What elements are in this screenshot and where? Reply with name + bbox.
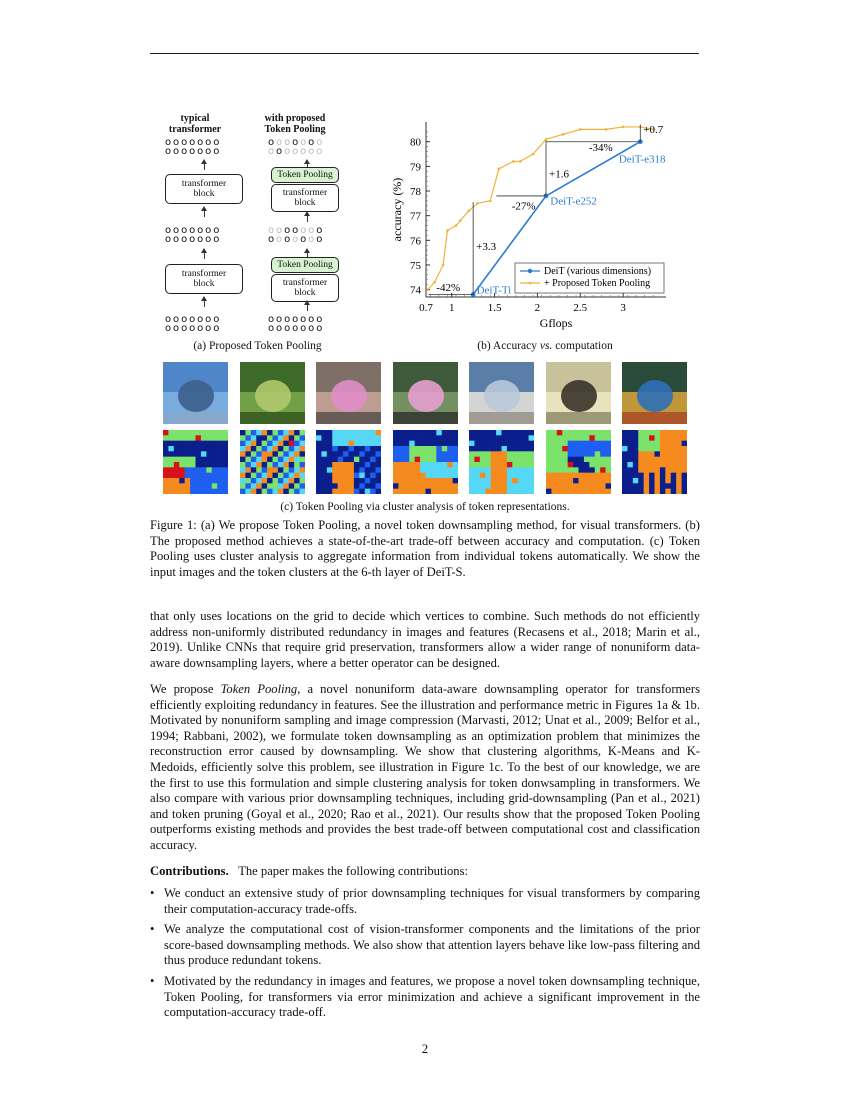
token: o	[284, 323, 293, 334]
token-pooling-point	[476, 202, 479, 205]
gain-label: +3.3	[476, 241, 497, 254]
pooled-token: o	[300, 137, 309, 148]
transformer-block	[165, 264, 243, 294]
cluster-map-girl-in-pink-skirt	[393, 430, 458, 494]
token: o	[213, 234, 222, 245]
token-pooling-point	[498, 168, 501, 171]
transformer-block-label: transformer block	[282, 188, 328, 208]
model-label-deit-e252: DeiT-e252	[550, 195, 597, 208]
token: o	[189, 225, 198, 236]
up-arrow	[204, 251, 205, 259]
p2-after: , a novel nonuniform data-aware downsampling operator for transformers efficiently exploiting redundancy in features. See the illustration and performance metric in Figures 1a & 1b. Motivated by nonuniform sampling and image compression (Marvasti, 2012; Unat et al., 2009; Belfor et al., 1994; Rabbani, 2002), we formulate token downsampling as an optimization problem that minimizes the reconstruction error caused by downsampling. We show that clustering algorithms, K-Means and K-Medoids, efficiently solve this problem, see illustration in Figure 1c. To the best of our knowledge, we are the first to use this formulation and simple clustering analysis for token donwsampling in transformers. We also compare with various prior downsampling techniques, including grid-downsampling (Pan et al., 2021) and token pruning (Goyal et al., 2020; Rao et al., 2021). Our results show that the proposed Token Pooling outperforms existing methods and provides the best trade-off between computational cost and classification accuracy.	[150, 682, 700, 852]
pooled-token: o	[300, 146, 309, 157]
token: o	[300, 323, 309, 334]
input-image-cockatoo	[469, 362, 534, 424]
token-pooling-point	[446, 229, 449, 232]
pooled-token: o	[316, 146, 325, 157]
token: o	[213, 314, 222, 325]
token-pooling-point	[562, 133, 565, 136]
transformer-block-label: transformer block	[282, 278, 328, 298]
page-number: 2	[421, 1042, 429, 1056]
transformer-block	[271, 184, 339, 212]
contributions-heading-line	[150, 864, 700, 880]
token-row	[268, 147, 324, 156]
contributions-heading: Contributions.	[150, 864, 229, 878]
token: o	[268, 323, 277, 334]
figure-caption	[150, 518, 700, 580]
gain-label: +0.7	[643, 124, 664, 137]
x-tick-label: 1	[448, 302, 455, 314]
token-pooling-block	[271, 167, 339, 183]
up-arrow	[204, 162, 205, 170]
token: o	[205, 137, 214, 148]
token: o	[316, 314, 325, 325]
token-row	[268, 235, 324, 244]
panel-c-caption: (c) Token Pooling via cluster analysis of token representations.	[280, 501, 570, 513]
col-title-typical: typical transformer	[168, 113, 222, 135]
token: o	[292, 314, 301, 325]
token-pooling-point	[455, 224, 458, 227]
token-pooling-point	[442, 264, 445, 267]
up-arrow	[307, 214, 308, 222]
pooled-token: o	[268, 225, 277, 236]
saving-label: -42%	[436, 281, 461, 294]
legend-marker	[529, 282, 532, 285]
token: o	[205, 234, 214, 245]
pooled-token: o	[308, 146, 317, 157]
up-arrow	[204, 299, 205, 307]
token: o	[205, 146, 214, 157]
token: o	[173, 314, 182, 325]
token-pooling-label: Token Pooling	[277, 260, 333, 270]
token: o	[181, 323, 190, 334]
token-pooling-point	[459, 219, 462, 222]
token: o	[300, 314, 309, 325]
transformer-block-label: transformer block	[181, 179, 227, 199]
token: o	[292, 225, 301, 236]
list-item: • We conduct an extensive study of prior downsampling techniques for visual transformers by comparing their computation-accuracy trade-offs.	[150, 886, 700, 917]
token: o	[284, 225, 293, 236]
transformer-block-label: transformer block	[181, 269, 227, 289]
token-pooling-point	[622, 126, 625, 129]
pooled-token: o	[316, 137, 325, 148]
token-pooling-point	[512, 160, 515, 163]
cluster-map-parrots	[622, 430, 687, 494]
token: o	[165, 146, 174, 157]
token: o	[181, 314, 190, 325]
col-title-proposed: with proposed Token Pooling	[264, 113, 326, 135]
pooled-token: o	[308, 225, 317, 236]
token-pooling-point	[605, 128, 608, 131]
token: o	[316, 234, 325, 245]
token: o	[205, 314, 214, 325]
input-image-spider	[240, 362, 305, 424]
pooled-token: o	[268, 146, 277, 157]
token: o	[197, 146, 206, 157]
token: o	[268, 314, 277, 325]
figure-panel-b	[388, 112, 708, 342]
input-image-girl-in-pink-skirt	[393, 362, 458, 424]
token: o	[316, 323, 325, 334]
accuracy-chart	[388, 112, 708, 342]
cluster-map-cockatoo	[469, 430, 534, 494]
pooled-token: o	[276, 225, 285, 236]
token-row	[165, 324, 221, 333]
header-rule	[150, 53, 699, 54]
pooled-token: o	[284, 137, 293, 148]
input-image-pink-object-in-hand	[316, 362, 381, 424]
input-image-parrots	[622, 362, 687, 424]
token-pooling-point	[532, 153, 535, 156]
token: o	[268, 137, 277, 148]
token: o	[189, 234, 198, 245]
p2-before: We propose	[150, 682, 221, 696]
token: o	[308, 323, 317, 334]
y-tick-label: 74	[410, 284, 421, 297]
legend-marker	[528, 269, 532, 273]
token-pooling-point	[545, 138, 548, 141]
token-row	[268, 324, 324, 333]
body-paragraph-2	[150, 682, 700, 854]
panel-b-caption: (b) Accuracy vs. computation	[477, 340, 613, 352]
token: o	[197, 234, 206, 245]
p2-emphasis: Token Pooling	[220, 682, 298, 696]
token: o	[292, 323, 301, 334]
y-axis-label: accuracy (%)	[390, 177, 404, 242]
token: o	[213, 225, 222, 236]
token-pooling-point	[579, 128, 582, 131]
gain-label: +1.6	[549, 168, 569, 181]
x-axis-label: Gflops	[539, 316, 573, 330]
token: o	[173, 323, 182, 334]
up-arrow	[204, 209, 205, 217]
token-pooling-block	[271, 257, 339, 273]
y-tick-label: 80	[410, 136, 421, 149]
token: o	[165, 323, 174, 334]
token: o	[205, 323, 214, 334]
pooled-token: o	[300, 225, 309, 236]
y-tick-label: 76	[410, 235, 421, 248]
x-tick-label: 0.7	[419, 302, 433, 314]
token: o	[173, 146, 182, 157]
cluster-map-pink-object-in-hand	[316, 430, 381, 494]
token: o	[165, 234, 174, 245]
token: o	[316, 225, 325, 236]
contributions-intro: The paper makes the following contributions:	[238, 864, 468, 878]
token-pooling-point	[426, 288, 429, 291]
token: o	[213, 137, 222, 148]
token: o	[284, 314, 293, 325]
token: o	[213, 146, 222, 157]
token: o	[276, 314, 285, 325]
token: o	[284, 234, 293, 245]
token-pooling-point	[519, 160, 522, 163]
figure-caption-text: (a) We propose Token Pooling, a novel token downsampling method, for visual transformers. (b) The proposed method achieves a state-of-the-art trade-off between accuracy and computation. (c) Token Pooling uses cluster analysis to aggregate information from individual tokens automatically. We show the input images and the token clusters at the 6-th layer of DeiT-S.	[150, 518, 700, 579]
token: o	[189, 146, 198, 157]
saving-label: -34%	[588, 142, 613, 155]
list-item: • Motivated by the redundancy in images and features, we propose a novel token downsampling technique, Token Pooling, for transformers via error minimization and achieve a significant improvement in the computation-accuracy trade-off.	[150, 974, 700, 1021]
token: o	[165, 137, 174, 148]
token: o	[165, 225, 174, 236]
token: o	[189, 137, 198, 148]
transformer-block	[271, 274, 339, 302]
saving-label: -27%	[511, 200, 536, 213]
token: o	[189, 323, 198, 334]
token: o	[292, 137, 301, 148]
x-tick-label: 2	[534, 302, 541, 314]
token: o	[197, 137, 206, 148]
token: o	[197, 323, 206, 334]
figure-label: Figure 1:	[150, 518, 197, 532]
pooled-token: o	[276, 137, 285, 148]
token: o	[276, 323, 285, 334]
list-item: • We analyze the computational cost of vision-transformer components and the limitations of the prior score-based downsampling methods. We also show that attention layers behave like low-pass filtering and thus produce redundant tokens.	[150, 922, 700, 969]
cluster-map-spider	[240, 430, 305, 494]
y-tick-label: 77	[410, 210, 421, 223]
token: o	[197, 314, 206, 325]
legend-label: DeiT (various dimensions)	[544, 266, 652, 277]
token: o	[205, 225, 214, 236]
pooled-token: o	[284, 146, 293, 157]
token: o	[308, 137, 317, 148]
token: o	[308, 314, 317, 325]
figure-panel-c	[163, 362, 687, 494]
token: o	[189, 314, 198, 325]
token-pooling-point	[489, 200, 492, 203]
token: o	[268, 234, 277, 245]
input-image-bicycle	[546, 362, 611, 424]
token-row	[165, 147, 221, 156]
token-row	[165, 235, 221, 244]
panel-a-caption: (a) Proposed Token Pooling	[193, 340, 322, 352]
cluster-map-lake-landscape	[163, 430, 228, 494]
token: o	[173, 234, 182, 245]
model-label-deit-e318: DeiT-e318	[618, 153, 666, 166]
input-image-lake-landscape	[163, 362, 228, 424]
token: o	[213, 323, 222, 334]
legend-label: + Proposed Token Pooling	[544, 278, 651, 289]
pooled-token: o	[276, 234, 285, 245]
up-arrow	[307, 303, 308, 311]
token: o	[197, 225, 206, 236]
token: o	[165, 314, 174, 325]
contributions-list	[150, 886, 700, 1026]
x-tick-label: 1.5	[487, 302, 502, 314]
pooled-token: o	[292, 234, 301, 245]
token-pooling-point	[468, 209, 471, 212]
token: o	[181, 225, 190, 236]
y-tick-label: 75	[410, 259, 421, 272]
token: o	[181, 137, 190, 148]
transformer-block	[165, 174, 243, 204]
token-pooling-label: Token Pooling	[277, 170, 333, 180]
figure-panel-a	[155, 108, 360, 358]
cluster-map-bicycle	[546, 430, 611, 494]
body-paragraph-1: that only uses locations on the grid to decide which vertices to combine. Such methods do not efficiently address non-uniformly distributed redundancy in images and features (Recasens et al., 2018; Marin et al., 2019). Unlike CNNs that require grid preservation, transformers allow a wider range of nonuniform data-aware downsampling layers, where a better operator can be designed.	[150, 609, 700, 670]
pooled-token: o	[308, 234, 317, 245]
model-label-deit-ti: DeiT-Ti	[476, 284, 512, 297]
x-tick-label: 3	[620, 302, 626, 314]
pooled-token: o	[292, 146, 301, 157]
token: o	[181, 146, 190, 157]
token: o	[181, 234, 190, 245]
y-tick-label: 79	[410, 161, 421, 174]
token: o	[173, 225, 182, 236]
y-tick-label: 78	[410, 186, 421, 199]
token: o	[300, 234, 309, 245]
token: o	[173, 137, 182, 148]
x-tick-label: 2.5	[573, 302, 588, 314]
token: o	[276, 146, 285, 157]
